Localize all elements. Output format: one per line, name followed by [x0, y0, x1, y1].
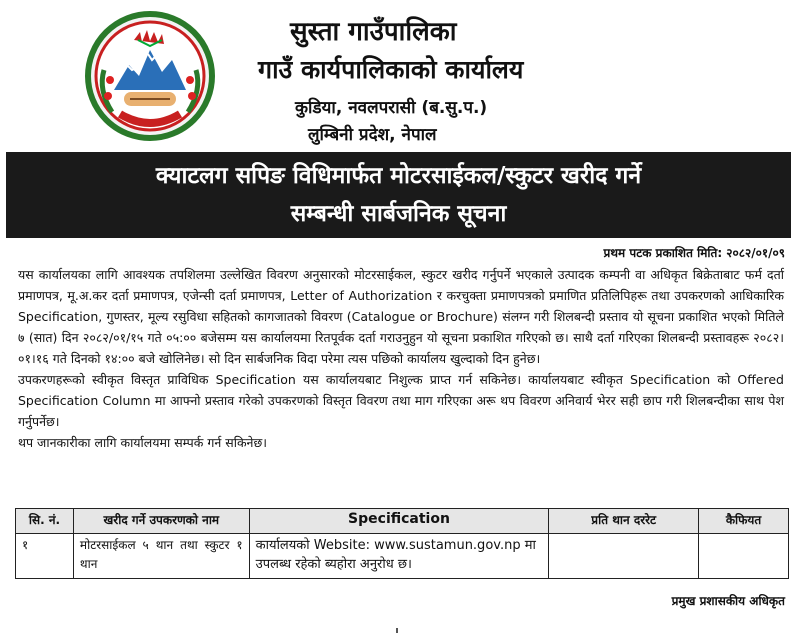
item-table: [15, 508, 789, 579]
col-serial: सि. नं.: [16, 509, 74, 534]
cell-serial: १: [16, 534, 74, 579]
signatory-title: प्रमुख प्रशासकीय अधिकृत: [671, 594, 785, 608]
col-rate: प्रति थान दररेट: [549, 509, 699, 534]
notice-title-line-1: क्याटलग सपिङ विधिमार्फत मोटरसाईकल/स्कुटर खरीद गर्ने: [155, 163, 642, 189]
col-specification: Specification: [249, 509, 549, 534]
cell-item-name: मोटरसाईकल ५ थान तथा स्कुटर १ थान: [73, 534, 249, 579]
office-address: कुडिया, नवलपरासी (ब.सु.प.): [295, 98, 488, 118]
paragraph-2: उपकरणहरूको स्वीकृत विस्तृत प्राविधिक Specification यस कार्यालयबाट निशुल्क प्राप्त गर्न सकिनेछ। कार्यालयबाट स्वीकृत Specification को Offered Specification Column मा आफ्नो प्रस्ताव गरेको उपकरणको विस्तृत विवरण तथा माग गरिएका अरू थप विवरण अनिवार्य भेरर सही छाप गरी शिलबन्दीका साथ पेश गर्नुपर्नेछ।: [18, 372, 784, 429]
notice-header: [0, 0, 797, 152]
notice-title-line-2: सम्बन्धी सार्बजनिक सूचना: [290, 201, 507, 227]
province-line: लुम्बिनी प्रदेश, नेपाल: [308, 125, 437, 145]
bottom-mark: [396, 628, 398, 633]
nepal-emblem-icon: [84, 10, 216, 142]
org-name: सुस्ता गाउँपालिका: [290, 17, 457, 47]
cell-remarks: [699, 534, 789, 579]
table-header-row: [16, 509, 789, 534]
notice-title-banner: [6, 152, 791, 238]
paragraph-1: यस कार्यालयका लागि आवश्यक तपशिलमा उल्लेखित विवरण अनुसारको मोटरसाईकल, स्कुटर खरीद गर्नुपर्ने भएकाले उत्पादक कम्पनी वा अधिकृत बिक्रेताबाट फर्म दर्ता प्रमाणपत्र, मू.अ.कर दर्ता प्रमाणपत्र, एजेन्सी दर्ता प्रमाणपत्र, Letter of Authorization र करचुक्ता प्रमाणपत्रको प्रमाणित प्रतिलिपिहरू तथा उपकरणको आधिकारिक Specification, गुणस्तर, मूल्य रसुविधा सहितको कागजातको विवरण (Catalogue or Brochure) संलग्न गरी शिलबन्दी प्रस्ताव यो सूचना प्रकाशित भएको मितिले ७ (सात) दिन २०८२/०१/१५ गते ०५:०० बजेसम्म यस कार्यालयमा रितपूर्वक दर्ता गराउनुहुन यो सूचना प्रकाशित गरिएको छ। साथै दर्ता गरिएका शिलबन्दी प्रस्तावहरू २०८२।०१।१६ गते दिनको १४:०० बजे खोलिनेछ। सो दिन सार्बजनिक विदा परेमा त्यस पछिको कार्यालय खुल्दाको दिन हुनेछ।: [18, 267, 784, 366]
notice-body: [18, 264, 784, 453]
col-remarks: कैफियत: [699, 509, 789, 534]
publish-date: प्रथम पटक प्रकाशित मिति: २०८२/०१/०९: [603, 246, 785, 260]
col-item-name: खरीद गर्ने उपकरणको नाम: [73, 509, 249, 534]
office-name: गाउँ कार्यपालिकाको कार्यालय: [258, 55, 524, 84]
cell-rate: [549, 534, 699, 579]
table-row: [16, 534, 789, 579]
paragraph-3: थप जानकारीका लागि कार्यालयमा सम्पर्क गर्न सकिनेछ।: [18, 435, 267, 450]
cell-specification: कार्यालयको Website: www.sustamun.gov.np मा उपलब्ध रहेको ब्यहोरा अनुरोध छ।: [249, 534, 549, 579]
